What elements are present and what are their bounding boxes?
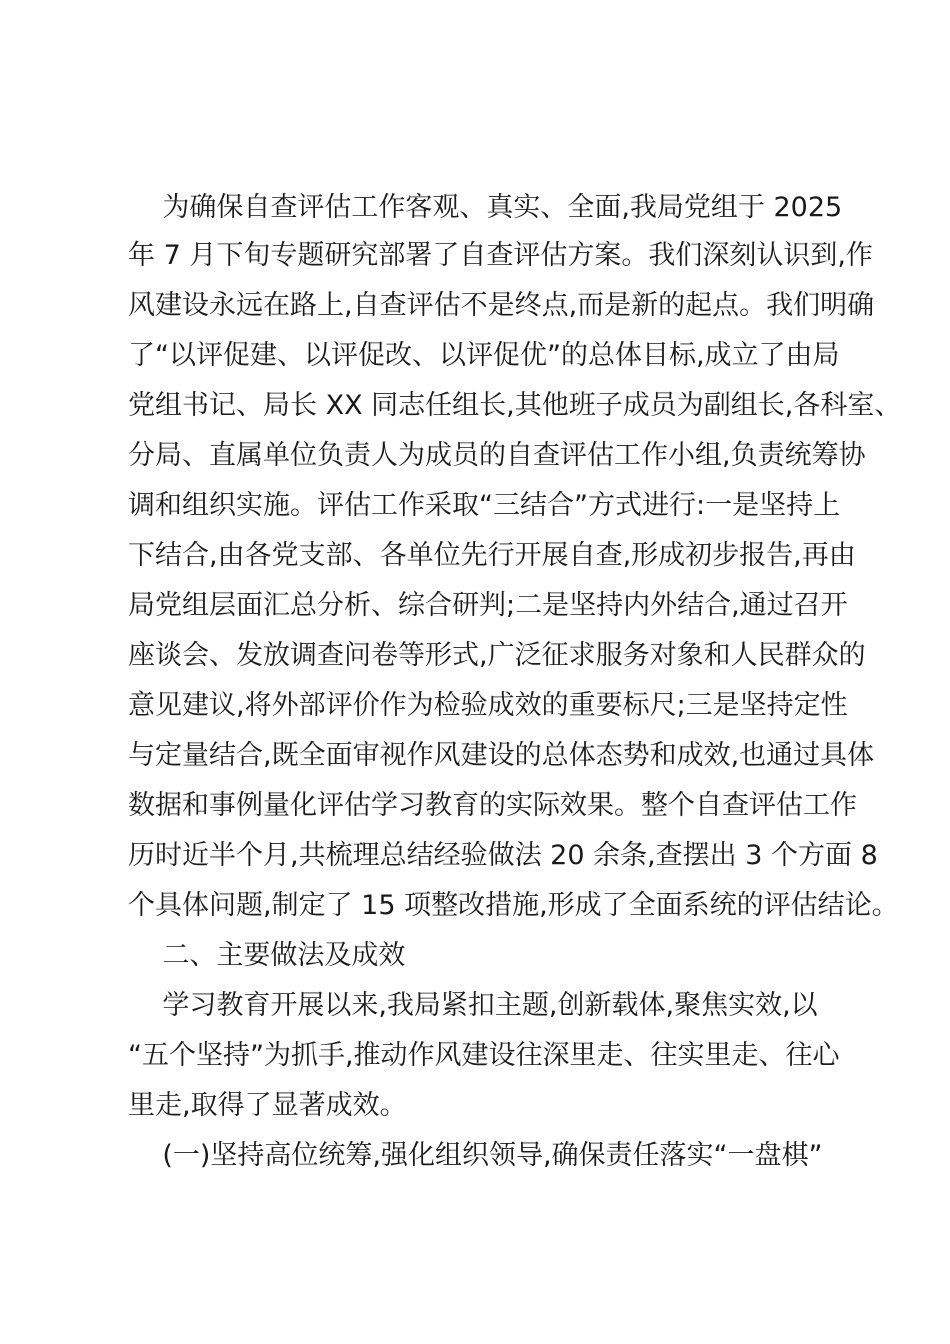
paragraph-line: 里走,取得了显著成效。	[128, 1090, 407, 1121]
paragraph-line: 意见建议,将外部评价作为检验成效的重要标尺;三是坚持定性	[128, 690, 848, 721]
paragraph-line: 下结合,由各党支部、各单位先行开展自查,形成初步报告,再由	[128, 540, 856, 571]
paragraph-line: 座谈会、发放调查问卷等形式,广泛征求服务对象和人民群众的	[128, 640, 866, 671]
paragraph-line: 个具体问题,制定了 15 项整改措施,形成了全面系统的评估结论。	[128, 890, 899, 921]
paragraph-line: 分局、直属单位负责人为成员的自查评估工作小组,负责统筹协	[128, 440, 866, 471]
paragraph-line: 调和组织实施。评估工作采取“三结合”方式进行:一是坚持上	[128, 490, 841, 521]
paragraph-line: 了“以评促建、以评促改、以评促优”的总体目标,成立了由局	[128, 340, 840, 371]
paragraph-line: 风建设永远在路上,自查评估不是终点,而是新的起点。我们明确	[128, 290, 875, 321]
paragraph-line: 与定量结合,既全面审视作风建设的总体态势和成效,也通过具体	[128, 740, 875, 771]
paragraph-line: 党组书记、局长 XX 同志任组长,其他班子成员为副组长,各科室、	[128, 390, 902, 421]
subsection-heading: (一)坚持高位统筹,强化组织领导,确保责任落实“一盘棋”	[128, 1140, 823, 1171]
paragraph-line: 为确保自查评估工作客观、真实、全面,我局党组于 2025	[128, 192, 843, 223]
paragraph-line: 数据和事例量化评估学习教育的实际效果。整个自查评估工作	[128, 790, 857, 821]
paragraph-line: “五个坚持”为抓手,推动作风建设往深里走、往实里走、往心	[128, 1040, 840, 1071]
paragraph-line: 历时近半个月,共梳理总结经验做法 20 余条,查摆出 3 个方面 8	[128, 840, 878, 871]
section-heading: 二、主要做法及成效	[128, 940, 406, 971]
paragraph-line: 局党组层面汇总分析、综合研判;二是坚持内外结合,通过召开	[128, 590, 848, 621]
paragraph-line: 学习教育开展以来,我局紧扣主题,创新载体,聚焦实效,以	[128, 990, 818, 1021]
paragraph-line: 年 7 月下旬专题研究部署了自查评估方案。我们深刻认识到,作	[128, 240, 873, 271]
